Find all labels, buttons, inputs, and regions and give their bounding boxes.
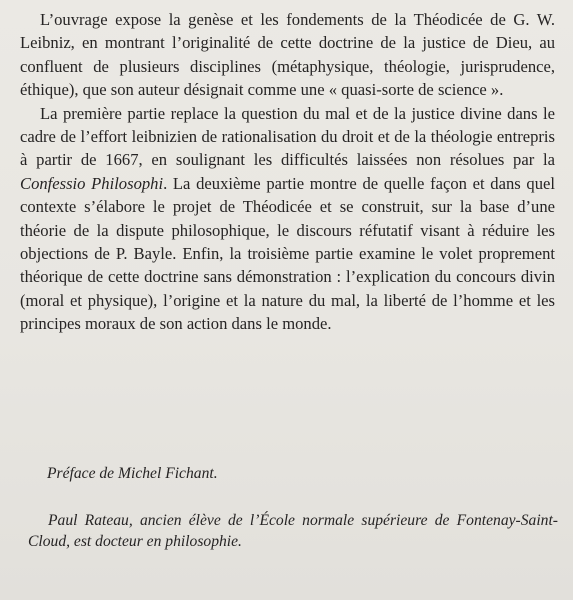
summary-text [20, 8, 555, 336]
summary-paragraph-1: L’ouvrage expose la genèse et les fondements de la Théodicée de G. W. Leibniz, en montrant l’originalité de cette doctrine de la justice de Dieu, au confluent de plusieurs disciplines (métaphysique, théologie, jurisprudence, éthique), que son auteur désignait comme une « quasi-sorte de science ». [20, 10, 555, 100]
summary-paragraph-2 [20, 102, 555, 336]
paragraph-2-text-start: La première partie replace la question du mal et de la justice divine dans le cadre de l’effort leibnizien de rationalisation du droit et de la théologie entrepris à partir de 1667, en soulignant les difficultés laissées non résolues par la [20, 103, 555, 170]
paragraph-2-text-end: . La deuxième partie montre de quelle façon et dans quel contexte s’élabore le projet de Théodicée et se construit, sur la base d’une théorie de la dispute philosophique, le discours réfutatif visant à réduire les objections de P. Bayle. Enfin, la troisième partie examine le volet proprement théorique de cette doctrine sans démonstration : l’explication du concours divin (moral et physique), l’origine et la nature du mal, la liberté de l’homme et les principes moraux de son action dans le monde. [20, 173, 555, 334]
work-title-confessio: Confessio Philosophi [20, 173, 164, 193]
author-bio: Paul Rateau, ancien élève de l’École normale supérieure de Fontenay-Saint-Cloud, est docteur en philosophie. [28, 512, 558, 550]
preface-credit: Préface de Michel Fichant. [47, 465, 218, 482]
